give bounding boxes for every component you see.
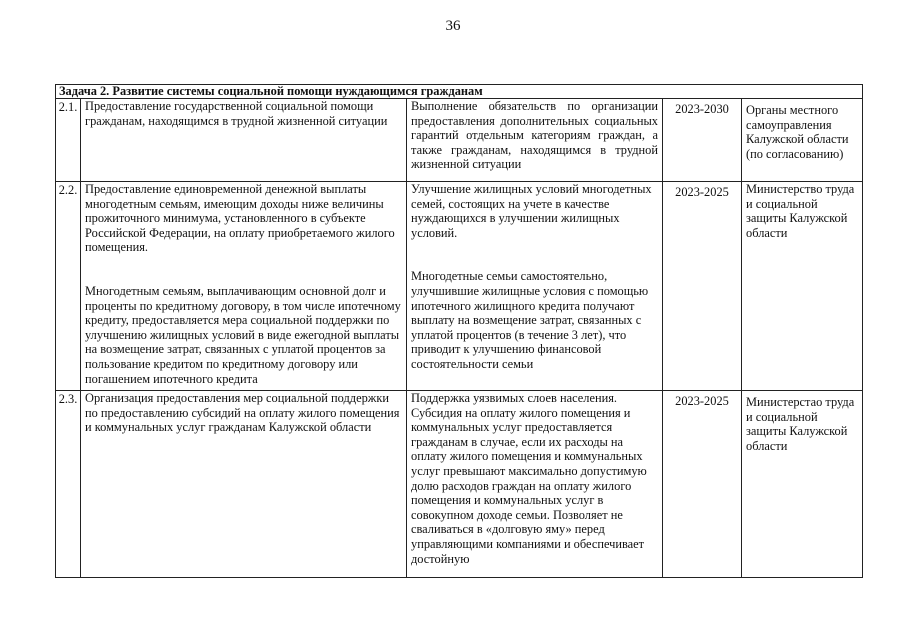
page-number: 36: [445, 18, 461, 34]
measure-text: Организация предоставления мер социальной поддержки по предоставлению субсидий на оплату жилого помещения и коммунальных услуг гражданам Калужской области: [85, 391, 400, 435]
period-cell: 2023-2025: [663, 391, 742, 578]
responsible-cell: Органы местного самоуправления Калужской области (по согласованию): [742, 99, 863, 182]
responsible-cell: Министерство труда и социальной защиты Калужской области: [742, 182, 863, 391]
result-text: Многодетные семьи самостоятельно, улучшившие жилищные условия с помощью ипотечного жилищного кредита получают выплату на возмещение затрат, связанных с уплатой процентов (в течение 3 лет), что приводит к улучшению финансовой состоятельности семьи: [411, 269, 649, 371]
measure-text: Предоставление государственной социальной помощи гражданам, находящимся в трудной жизненной ситуации: [85, 99, 388, 128]
period-cell: 2023-2030: [663, 99, 742, 182]
result-cell: [407, 391, 663, 578]
row-number: 2.3.: [56, 391, 81, 578]
measure-cell: [81, 391, 407, 578]
row-number: 2.2.: [56, 182, 81, 391]
responsible-cell: Министерстао труда и социальной защиты Калужской области: [742, 391, 863, 578]
measure-text: Предоставление единовременной денежной выплаты многодетным семьям, имеющим доходы ниже величины прожиточного минимума, установленного в субъекте Российской Федерации, на оплату приобретаемого жилого помещения.: [85, 182, 395, 255]
table-row: [56, 391, 863, 578]
task-header-row: [56, 85, 863, 99]
result-text: Поддержка уязвимых слоев населения. Субсидия на оплату жилого помещения и коммунальных услуг предоставляется гражданам в случае, если их расходы на оплату жилого помещения и коммунальных услуг превышают максимально допустимую долю расходов граждан на оплату жилого помещения и коммунальных услуг в совокупном доходе семьи. Позволяет не сваливаться в «долговую яму» перед управляющими компаниями и обеспечивает достойную: [411, 391, 647, 566]
table-row: [56, 182, 863, 391]
result-text: Улучшение жилищных условий многодетных семей, состоящих на учете в качестве нуждающихся в улучшении жилищных условий.: [411, 182, 652, 240]
table-row: [56, 99, 863, 182]
task-header: Задача 2. Развитие системы социальной помощи нуждающимся гражданам: [56, 85, 863, 99]
measure-cell: [81, 182, 407, 391]
result-cell: [407, 182, 663, 391]
measures-table: [55, 84, 863, 578]
result-cell: [407, 99, 663, 182]
result-text: Выполнение обязательств по организации предоставления дополнительных социальных гарантий отдельным категориям граждан, а также гражданам, находящимся в трудной жизненной ситуации: [411, 99, 658, 172]
measure-text: Многодетным семьям, выплачивающим основной долг и проценты по кредитному договору, в том числе ипотечному кредиту, предоставляется мера социальной поддержки по улучшению жилищных условий в виде ежегодной выплаты на возмещение затрат, связанных с уплатой процентов за пользование кредитом по кредитному договору или погашением ипотечного кредита: [85, 283, 401, 386]
period-cell: 2023-2025: [663, 182, 742, 391]
measure-cell: [81, 99, 407, 182]
row-number: 2.1.: [56, 99, 81, 182]
